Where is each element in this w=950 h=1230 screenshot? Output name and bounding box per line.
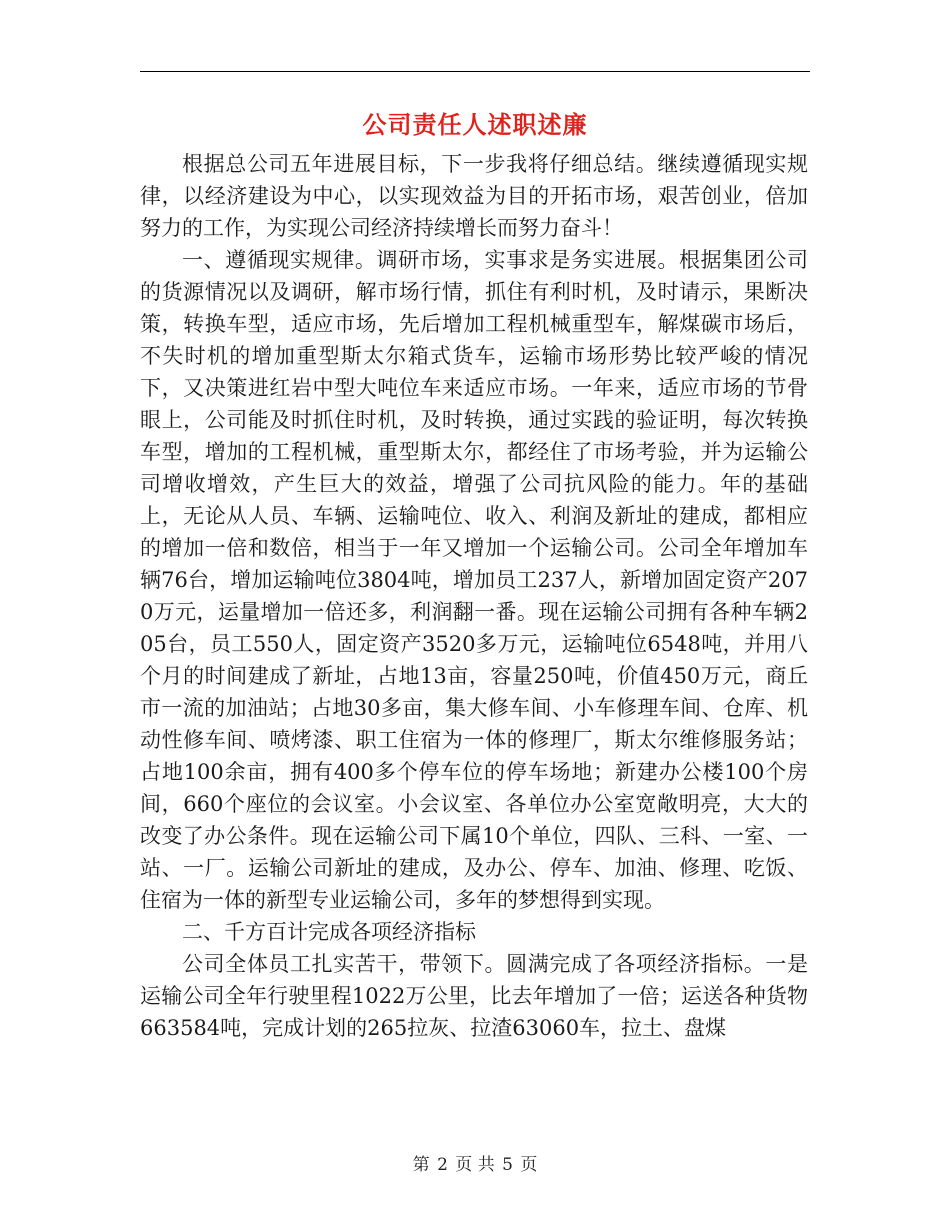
footer-middle: 页 共 — [455, 1155, 495, 1175]
paragraph-section-one: 一、遵循现实规律。调研市场，实事求是务实进展。根据集团公司的货源情况以及调研，解市场行情，抓住有利时机，及时请示，果断决策，转换车型，适应市场，先后增加工程机械重型车，解煤碳市场后，不失时机的增加重型斯太尔箱式货车，运输市场形势比较严峻的情况下，又决策进红岩中型大吨位车来适应市场。一年来，适应市场的节骨眼上，公司能及时抓住时机，及时转换，通过实践的验证明，每次转换车型，增加的工程机械，重型斯太尔，都经住了市场考验，并为运输公司增收增效，产生巨大的效益，增强了公司抗风险的能力。年的基础上，无论从人员、车辆、运输吨位、收入、利润及新址的建成，都相应的增加一倍和数倍，相当于一年又增加一个运输公司。公司全年增加车辆76台，增加运输吨位3804吨，增加员工237人，新增加固定资产2070万元，运量增加一倍还多，利润翻一番。现在运输公司拥有各种车辆205台，员工550人，固定资产3520多万元，运输吨位6548吨，并用八个月的时间建成了新址，占地13亩，容量250吨，价值450万元，商丘市一流的加油站；占地30多亩，集大修车间、小车修理车间、仓库、机动性修车间、喷烤漆、职工住宿为一体的修理厂，斯太尔维修服务站；占地100余亩，拥有400多个停车位的停车场地；新建办公楼100个房间，660个座位的会议室。小会议室、各单位办公室宽敞明亮，大大的改变了办公条件。现在运输公司下属10个单位，四队、三科、一室、一站、一厂。运输公司新址的建成，及办公、停车、加油、修理、吃饭、住宿为一体的新型专业运输公司，多年的梦想得到实现。 — [140, 248, 808, 912]
page-footer — [0, 1153, 950, 1177]
document-title: 公司责任人述职述廉 — [362, 110, 588, 139]
footer-page-number: 2 — [437, 1155, 448, 1175]
footer-page-total: 5 — [502, 1155, 513, 1175]
paragraph-section-two-body: 公司全体员工扎实苦干，带领下。圆满完成了各项经济指标。一是运输公司全年行驶里程1022万公里，比去年增加了一倍；运送各种货物663584吨，完成计划的265拉灰、拉渣63060车，拉土、盘煤 — [140, 952, 808, 1040]
paragraph-intro: 根据总公司五年进展目标，下一步我将仔细总结。继续遵循现实规律，以经济建设为中心，以实现效益为目的开拓市场，艰苦创业，倍加努力的工作，为实现公司经济持续增长而努力奋斗！ — [140, 152, 808, 240]
footer-prefix: 第 — [412, 1155, 430, 1175]
paragraph-section-two-heading: 二、千方百计完成各项经济指标 — [182, 920, 476, 944]
document-body — [140, 148, 808, 1044]
footer-suffix: 页 — [520, 1155, 538, 1175]
header-rule — [140, 71, 810, 72]
